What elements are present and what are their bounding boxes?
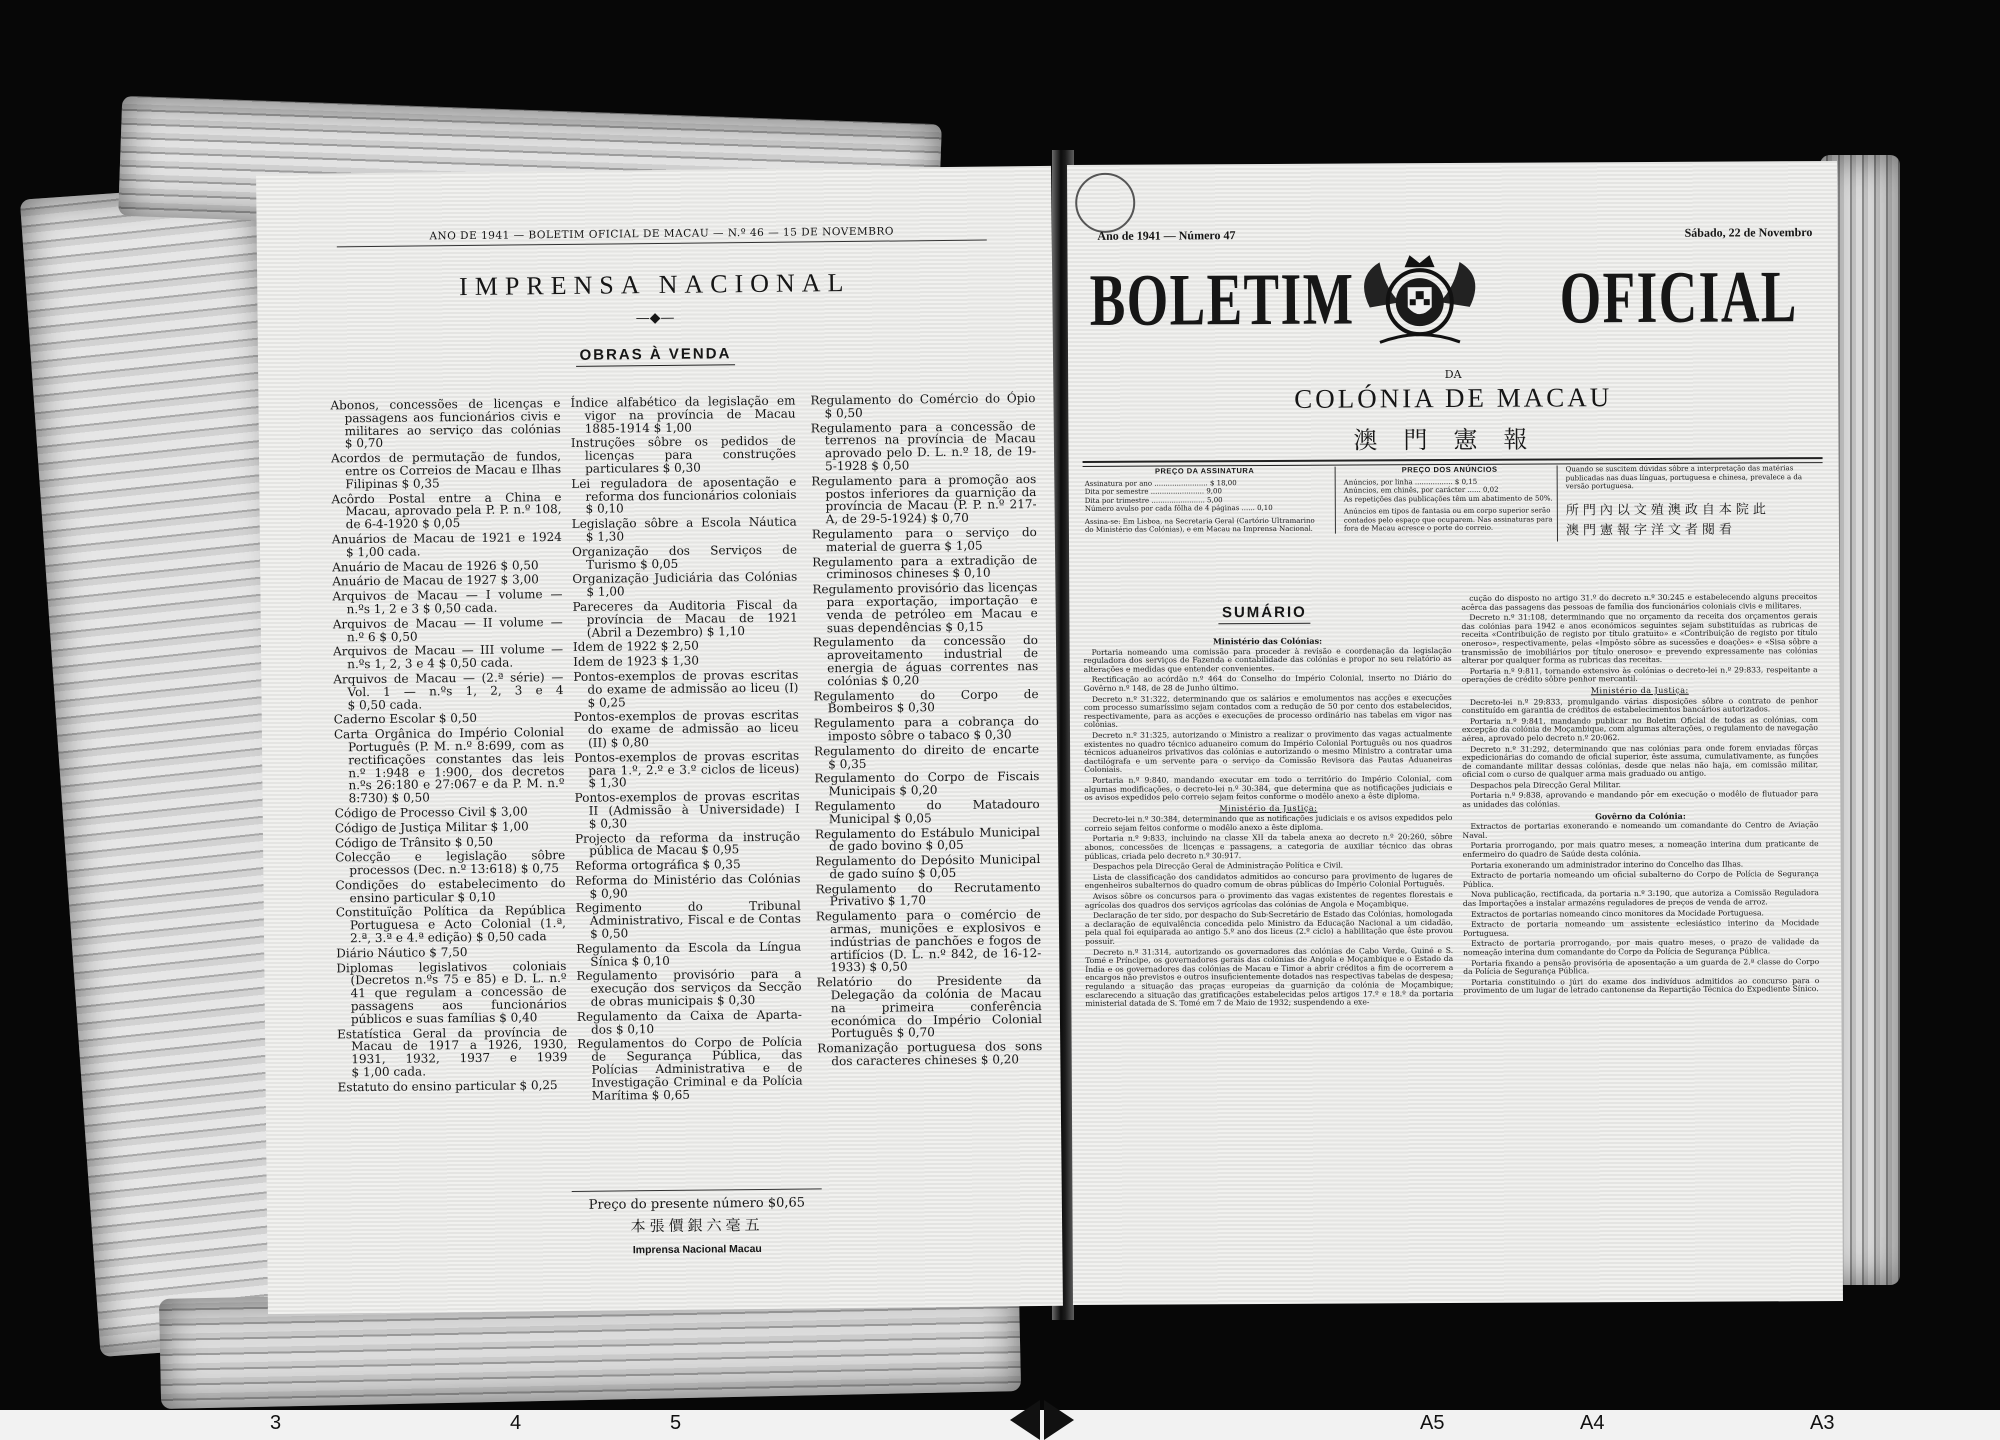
summary-item: Portaria n.º 9:840, mandando executar em todo o território do Império Colonial, com algumas modificações, o decreto-lei n.º 30:384, que determina que as notificações judiciais e os avisos expedidos pelo correio sejam feitos conforme o modêlo anexo a êste diploma. xyxy=(1084,773,1453,803)
obra-title: Regulamento para a promoção aos postos inferiores da guarnição da província de Macau (P. P. n.º 217-A, de 29-5-1924) xyxy=(811,471,1037,527)
obra-title: Abonos, concessões de licenças e passagens aos funcionários civis e militares ao serviço das colónias xyxy=(330,396,561,438)
obra-entry xyxy=(576,968,801,1009)
obra-title: Regulamento para a concessão de terrenos na província de Macau aprovado pelo D. L. n.º 18, de 19-5-1928 xyxy=(810,418,1037,474)
obra-price: $ 1,30 xyxy=(588,775,627,791)
obra-entry xyxy=(335,849,565,877)
obra-entry xyxy=(332,559,562,574)
obra-entry xyxy=(332,588,562,616)
obra-entry xyxy=(813,634,1039,688)
obra-entry xyxy=(575,830,800,858)
obra-title: Código de Trânsito xyxy=(334,834,452,850)
obra-price: $ 0,35 xyxy=(401,476,440,491)
obra-title: Anuário de Macau de 1927 xyxy=(332,573,497,589)
left-page xyxy=(256,166,1063,1314)
right-page xyxy=(1067,161,1843,1305)
obras-a-venda-heading: OBRAS À VENDA xyxy=(258,342,1053,367)
obra-price: $ 7,50 xyxy=(429,944,468,960)
summary-item: Portaria n.º 9:841, mandando publicar no Boletim Oficial de todas as colónias, com excepção da colónia de Moçambique, com algumas alterações, o regulamento de navegação aérea, aprovado pelo decreto n.º 20:062. xyxy=(1461,714,1819,743)
obra-price: $ 0,35 xyxy=(702,857,741,872)
summary-section-heading: Ministério da Justiça: xyxy=(1219,803,1318,813)
obra-price: $ 3,00 xyxy=(489,804,528,819)
summary-item: Portaria nomeando uma comissão para proceder à revisão e coordenação da legislação reguladora dos serviços de Fazenda e contabilidade das colónias e propor no seu relatório as alterações e medidas que entender convenientes. xyxy=(1083,645,1452,674)
obra-entry xyxy=(575,790,800,831)
summary-section-heading: Govêrno da Colónia: xyxy=(1595,810,1686,821)
summary-item: Portaria constituindo o júri do exame dos indivíduos admitidos ao concurso para o provimento de um lugar de letrado cantonense da Repartição Técnica do Expediente Sínico. xyxy=(1463,975,1820,996)
obra-entry xyxy=(572,571,797,599)
obra-entry xyxy=(815,853,1040,881)
obra-entry xyxy=(812,581,1038,635)
strip-mark: A3 xyxy=(1810,1412,1835,1434)
obra-price: $ 0,25 xyxy=(587,694,626,710)
obra-title: Organização Judiciária das Colónias xyxy=(572,569,798,587)
obra-title: Regulamento para a cobrança do imposto sôbre o tabaco xyxy=(813,714,1039,744)
language-notice-chinese xyxy=(1566,500,1816,541)
summary-item: Decreto n.º 31:108, determinando que no orçamento da receita dos orçamentos gerais das colónias para 1942 e anos económicos seguintes sejam substituídas as rubricas de receita «Contribuição de registo por título gratuito» e «Contribuição de registo por título oneroso», respectivamente, pelas «Impôsto sôbre as sucessões e doações» e «Sisa sôbre a transmissão de imobiliários por título oneroso» e prevendo expressamente nas colónias alterar por qualquer forma as rubricas das receitas. xyxy=(1461,611,1818,666)
summary-item: Portaria n.º 9:838, aprovando e mandando pôr em execução o modêlo de flutuador para as unidades das colónias. xyxy=(1462,789,1819,810)
obra-title: Acordos de permutação de fundos, entre os Correios de Macau e Ilhas Filipinas xyxy=(330,449,562,492)
summary-item: Nova publicação, rectificada, da portaria n.º 3:190, que autoriza a Comissão Reguladora das Importações a instalar armazéns reguladores de preços de venda de arroz. xyxy=(1462,888,1819,908)
obra-price: $ 0,50 xyxy=(379,629,418,644)
obra-price: $ 0,50 cada. xyxy=(347,697,423,712)
obra-title: Reforma ortográfica xyxy=(575,857,699,873)
obra-price: $ 0,05 xyxy=(639,556,679,571)
obra-entry xyxy=(815,798,1040,826)
obra-price: $ 1,70 xyxy=(887,893,927,909)
obra-title: Pontos-exemplos de provas escritas do exame de admissão ao liceu (II) xyxy=(573,707,799,750)
obra-entry xyxy=(336,945,566,960)
obra-entry xyxy=(813,688,1038,716)
obra-price: $ 0,50 xyxy=(824,405,863,421)
obra-entry xyxy=(335,820,565,835)
obra-price: $ 0,25 xyxy=(519,1077,558,1093)
colonia-de-macau-title: COLÓNIA DE MACAU xyxy=(1294,382,1613,414)
obra-entry xyxy=(333,671,563,712)
issue-price-chinese: 本張價銀六毫五 xyxy=(630,1215,764,1236)
arrow-left-icon xyxy=(1010,1400,1040,1440)
obra-price: $ 0,30 xyxy=(973,727,1012,742)
obra-title: Código de Processo Civil xyxy=(334,804,486,821)
obras-column-3 xyxy=(810,392,1042,1070)
obra-price: $ 0,50 xyxy=(500,557,539,573)
strip-mark: 4 xyxy=(510,1412,522,1434)
obra-title: Projecto da reforma da instrução pública de Macau xyxy=(574,829,801,859)
summary-item: Decreto-lei n.º 30:384, determinando que as notificações judiciais e os avisos expedidos pelo correio sejam feitos conforme o modêlo anexo a êste diploma. xyxy=(1084,813,1453,833)
summary-item: cução do disposto no artigo 31.º do decreto n.º 30:245 e estabelecendo alguns preceitos acêrca das passagens das pessoas de família dos funcionários coloniais civis e militares. xyxy=(1461,592,1818,612)
summary-item: Despachos pela Direcção Geral de Administração Política e Civil. xyxy=(1092,860,1344,872)
sumario-column-1 xyxy=(1083,633,1453,1011)
obra-title: Legislação sôbre a Escola Náutica xyxy=(571,514,797,532)
summary-item: Extracto de portaria nomeando um assistente eclesiástico interino da Mocidade Portuguesa. xyxy=(1463,918,1820,938)
obra-title: Arquivos de Macau — II volume — n.º 6 xyxy=(332,614,563,644)
subscription-prices-box xyxy=(1085,467,1325,535)
obra-entry xyxy=(337,1026,568,1080)
obra-price: $ 0,40 xyxy=(499,1010,538,1025)
obra-title: Constituïção Política da República Portuguesa e Acto Colonial (1.ª, 2.ª, 3.ª e 4.ª edição) xyxy=(335,903,566,946)
obra-title: Estatística Geral da província de Macau de 1917 a 1926, 1930, 1931, 1932, 1937 e 1939 xyxy=(336,1024,568,1067)
obra-entry xyxy=(334,711,564,726)
obra-price: $ 0,50 xyxy=(454,834,494,849)
obra-title: Regimento do Tribunal Administrativo, Fiscal e de Contas xyxy=(575,899,801,929)
obra-price: $ 1,05 xyxy=(944,538,983,553)
obra-price: $ 0,50 xyxy=(391,790,430,805)
summary-item: Avisos sôbre os concursos para o provimento das vagas existentes de regentes florestais e agrícolas dos quadros dos serviços agrícolas das colónias de Angola e Moçambique. xyxy=(1084,890,1453,910)
obra-title: Organização dos Serviços de Turismo xyxy=(571,542,798,572)
obra-title: Estatuto do ensino particular xyxy=(337,1078,516,1095)
info-line: Dita por semestre ........................ 9,00 xyxy=(1084,487,1222,496)
obra-title: Romanização portuguesa dos sons dos caracteres chineses xyxy=(817,1039,1043,1069)
info-line: Assinatura por ano ........................ $ 18,00 xyxy=(1084,478,1237,488)
summary-section-heading: Ministério das Colónias: xyxy=(1212,635,1323,647)
summary-item: Portaria prorrogando, por mais quatro meses, a nomeação interina dum praticante de enfermeiro do quadro de Saúde desta colónia. xyxy=(1462,839,1819,859)
sumario-column-2 xyxy=(1461,593,1819,998)
advert-prices-title: PREÇO DOS ANÚNCIOS xyxy=(1401,464,1498,475)
obra-price: $ 0,10 xyxy=(952,565,991,581)
subscription-price-lines xyxy=(1085,478,1325,513)
obra-title: Código de Justiça Militar xyxy=(334,819,487,836)
obras-column-1 xyxy=(330,397,567,1096)
obra-title: Regulamento do Matadouro Municipal xyxy=(814,796,1040,826)
obra-entry xyxy=(331,491,561,532)
obra-title: Regulamento para o comércio de armas, munições e explosivos e indústrias de panchões e fogos de artifícios (D. L. n.º 842, de 16-12-1933) xyxy=(815,907,1042,975)
masthead-boletim: BOLETIM xyxy=(1089,258,1355,342)
obra-entry xyxy=(812,526,1037,554)
obra-price: $ 1,00 cada. xyxy=(351,1064,427,1080)
film-strip-footer xyxy=(0,1410,2000,1440)
obra-price: $ 0,70 xyxy=(930,510,969,526)
obra-entry xyxy=(811,420,1037,474)
obra-title: Arquivos de Macau — (2.ª série) — Vol. 1 — n.ºs 1, 2, 3 e 4 xyxy=(333,669,564,699)
summary-item: Extracto de portaria prorrogando, por mais quatro meses, o prazo de validade da nomeação interina dum comandante do Corpo da Polícia de Segurança Pública. xyxy=(1463,937,1820,957)
obra-entry xyxy=(814,770,1039,798)
subscription-note: Assina-se: Em Lisboa, na Secretaria Geral (Cartório Ultramarino do Ministério das Colónias), e em Macau na Imprensa Nacional. xyxy=(1084,516,1315,534)
obra-title: Regulamento para a extradição de criminosos chineses xyxy=(812,552,1038,582)
info-line: Dita por trimestre ........................ 5,00 xyxy=(1084,495,1223,505)
obra-title: Anuários de Macau de 1921 e 1924 xyxy=(331,529,562,547)
obra-title: Arquivos de Macau — III volume — n.ºs 1, 2, 3 e 4 xyxy=(332,642,564,672)
obra-price: $ 0,35 xyxy=(828,756,867,771)
summary-item: Extractos de portarias exonerando e nomeando um comandante do Centro de Aviação Naval. xyxy=(1462,820,1819,840)
obra-entry xyxy=(816,974,1042,1040)
obra-price: $ 0,70 xyxy=(344,436,384,451)
obra-price: $ 0,30 xyxy=(896,700,935,715)
obra-entry xyxy=(576,940,801,968)
obra-title: Lei reguladora de aposentação e reforma dos funcionários coloniais xyxy=(571,474,797,504)
obra-price: $ 0,50 cada. xyxy=(438,655,514,671)
obra-price: $ 0,05 xyxy=(918,865,957,881)
obra-price: $ 1,00 xyxy=(586,584,625,599)
obra-entry xyxy=(816,881,1041,909)
advert-prices-box xyxy=(1335,465,1556,533)
obra-title: Diário Náutico xyxy=(336,945,426,961)
obra-price: $ 0,30 xyxy=(716,993,756,1008)
obra-price: $ 0,50 xyxy=(871,458,910,473)
obra-title: Pontos-exemplos de provas escritas para 1.º, 2.º e 3.º ciclos de liceus) xyxy=(574,748,800,778)
obra-entry xyxy=(817,1040,1042,1068)
obra-entry xyxy=(573,639,798,654)
obra-price: $ 1,30 xyxy=(585,529,625,544)
strip-mark: 5 xyxy=(670,1412,682,1434)
summary-item: Decreto n.º 31:322, determinando que os salários e emolumentos nas acções e execuções com processo sumaríssimo sejam contados com a redução de 50 por cento dos estabelecidos, respectivamente, para as acções e execuções de processo ordinário nas tabelas em vigor nas colónias. xyxy=(1083,692,1452,730)
obra-price: $ 1,00 xyxy=(653,420,692,435)
obra-entry xyxy=(333,643,563,671)
obra-price: $ 1,30 xyxy=(660,653,700,669)
summary-item: Rectificação ao acórdão n.º 464 do Conselho do Império Colonial, inserto no Diário do Govêrno n.º 148, de 28 de Junho último. xyxy=(1083,673,1452,693)
issue-price-box xyxy=(572,1188,823,1257)
issue-year-number: Ano de 1941 — Número 47 xyxy=(1097,228,1236,243)
obra-title: Regulamento do direito de encarte xyxy=(814,741,1040,759)
obra-title: Relatório do Presidente da Delegação da colónia de Macau na primeira conferência económica do Império Colonial Português xyxy=(816,973,1043,1041)
obra-title: Regulamentos do Corpo de Polícia de Segurança Pública, das Polícias Administrativa e de Investigação Criminal e da Polícia Marítima xyxy=(577,1034,803,1103)
obra-entry xyxy=(335,834,565,849)
obra-entry xyxy=(570,395,795,436)
obra-entry xyxy=(577,1036,803,1102)
obra-title: Idem de 1923 xyxy=(573,654,658,670)
obra-title: Regulamento do Corpo de Bombeiros xyxy=(813,686,1039,716)
obra-price: $ 0,20 xyxy=(881,673,920,688)
right-page-header xyxy=(1097,225,1813,243)
ornament-divider: —◆— xyxy=(635,309,675,327)
obra-entry xyxy=(574,709,799,750)
obra-title: Diplomas legislativos coloniais (Decretos n.ºs 75 e 85) e D. L. n.º 41 que regulam a concessão de passagens aos funcionários públicos e suas famílias xyxy=(336,958,567,1027)
masthead-oficial: OFICIAL xyxy=(1559,256,1798,340)
obra-entry xyxy=(816,908,1042,974)
obra-title: Regulamento do Recrutamento Privativo xyxy=(815,879,1041,909)
obra-title: Regulamento do Corpo de Fiscais Municipais xyxy=(814,769,1040,799)
obra-entry xyxy=(810,392,1035,420)
obra-entry xyxy=(335,877,565,905)
arrow-right-icon xyxy=(1044,1400,1074,1440)
obra-price: $ 0,30 xyxy=(588,816,628,831)
obra-title: Caderno Escolar xyxy=(333,711,436,727)
obra-title: Idem de 1922 xyxy=(572,639,657,655)
obra-price: $ 1,00 cada. xyxy=(345,544,421,560)
obra-entry xyxy=(334,726,565,805)
obra-entry xyxy=(814,715,1039,743)
masthead xyxy=(1090,257,1820,341)
obra-entry xyxy=(575,858,800,873)
obra-entry xyxy=(571,475,796,516)
obra-price: $ 0,15 xyxy=(945,619,984,634)
summary-item: Decreto n.º 31:314, autorizando os governadores das colónias de Cabo Verde, Guiné e S. Tomé e Príncipe, os governadores gerais das colónias de Angola e Moçambique e o Estado da Índia e os governadores das colónias de Macau e Timor a abrir créditos a fim de ocorrerem a encargos não previstos e outros insuficientemente dotados nas respectivas tabelas de despesa; regulando a situação das praças europeias da guarnição da colónia de Moçambique; esclarecendo a situação das gratificações estabelecidas pelos artigos 17.º e 18.º da portaria ministerial datada de S. Tomé em 7 de Maio de 1932; suspendendo a exe- xyxy=(1085,945,1454,1009)
obra-title: Pontos-exemplos de provas escritas II (Admissão à Universidade) I xyxy=(574,788,800,818)
obra-entry xyxy=(576,900,801,941)
obra-entry xyxy=(332,531,562,559)
subscription-prices-title: PREÇO DA ASSINATURA xyxy=(1154,466,1255,476)
obra-title: Regulamento da Caixa de Aparta-dos xyxy=(576,1007,802,1037)
advert-note: Anúncios em tipos de fantasia ou em corpo superior serão contados pelo espaço que ocuparem. Nas assinaturas para fora de Macau acresce o porte do correio. xyxy=(1343,506,1553,533)
obra-price: $ 1,00 xyxy=(490,819,529,834)
obra-price: $ 3,00 xyxy=(500,572,539,588)
obra-title: Regulamento do Depósito Municipal de gado suíno xyxy=(815,852,1041,882)
obra-price: $ 0,90 xyxy=(589,886,628,901)
obra-price: $ 0,05 xyxy=(421,516,461,531)
obra-price: $ 0,05 xyxy=(893,810,932,826)
obra-price: $ 2,50 xyxy=(660,638,699,654)
summary-item: Portaria exonerando um administrador interino do Concelho das Ilhas. xyxy=(1470,859,1744,870)
obra-entry xyxy=(571,435,796,476)
info-line: Anúncios, em chinês, por carácter ...... 0,02 xyxy=(1343,485,1499,495)
imprensa-nacional-title: IMPRENSA NACIONAL xyxy=(458,267,851,302)
summary-item: Decreto n.º 31:292, determinando que nas colónias para onde forem enviadas fôrças expedicionárias do comando de oficial superior, êste assuma, cumulativamente, as funções de comandante militar dessas colónias, desde que nelas não haja, em comissão militar, oficial com o curso de qualquer arma mais graduado ou antigo. xyxy=(1462,742,1819,780)
obra-title: Instruções sôbre os pedidos de licenças para construções particulares xyxy=(570,433,797,476)
obra-price: $ 0,80 xyxy=(610,735,649,750)
obra-title: Condições do estabelecimento do ensino particular xyxy=(335,875,566,905)
obra-price: $ 0,10 xyxy=(615,1021,655,1037)
obra-entry xyxy=(336,960,567,1026)
info-line: 澳門憲報字洋文者閱看 xyxy=(1565,522,1736,538)
obra-title: Pontos-exemplos de provas escritas do exame de admissão ao liceu (I) xyxy=(573,667,799,697)
summary-item: Decreto n.º 31:325, autorizando o Ministro a realizar o provimento das vagas actualmente existentes no quadro técnico aduaneiro comum do Império Colonial Português ou nos quadros técnicos aduaneiros privativos das colónias e autorizando o mesmo Ministro a contratar uma dactilógrafa e um servente para o serviço da Comissão Revisora das Pautas Aduaneiras Coloniais. xyxy=(1084,728,1453,775)
summary-item: Extractos de portarias nomeando cinco monitores da Mocidade Portuguesa. xyxy=(1470,907,1764,919)
left-page-running-header: ANO DE 1941 — BOLETIM OFICIAL DE MACAU — N.º 46 — 15 DE NOVEMBRO xyxy=(337,225,987,248)
obra-title: Índice alfabético da legislação em vigor na província de Macau 1885-1914 xyxy=(570,393,796,436)
obra-title: Colecção e legislação sôbre processos (Dec. n.º 13:618) xyxy=(335,848,566,878)
masthead-da: DA xyxy=(1444,367,1462,382)
obra-entry xyxy=(331,450,561,491)
obra-entry xyxy=(573,668,798,709)
obra-entry xyxy=(572,543,797,571)
summary-item: Despachos pela Direcção Geral Militar. xyxy=(1470,780,1621,790)
obra-entry xyxy=(812,554,1037,582)
obra-entry xyxy=(815,826,1040,854)
obra-entry xyxy=(814,743,1039,771)
strip-mark: A4 xyxy=(1580,1412,1605,1434)
obra-entry xyxy=(572,516,797,544)
obra-title: Reforma do Ministério das Colónias xyxy=(575,871,801,888)
obra-title: Regulamento do Estábulo Municipal de gado bovino xyxy=(814,824,1041,854)
info-line: Número avulso por cada fôlha de 4 páginas ...... 0,10 xyxy=(1084,503,1273,513)
obra-title: Regulamento da Escola da Língua Sínica xyxy=(576,939,802,969)
obra-entry xyxy=(332,573,562,588)
obra-price: $ 0,50 xyxy=(438,711,478,726)
obras-column-2 xyxy=(570,395,802,1105)
strip-mark: A5 xyxy=(1420,1412,1445,1434)
summary-item: Decreto-lei n.º 29:833, promulgando várias disposições sôbre o contrato de penhor constituído em garantia de créditos de estabelecimentos bancários autorizados. xyxy=(1461,695,1818,716)
obra-title: Regulamento provisório das licenças para exportação, importação e venda de petróleo em Macau e suas dependências xyxy=(812,580,1038,635)
library-stamp xyxy=(1075,173,1135,233)
info-line: Anúncios, por linha ................. $ 0,15 xyxy=(1343,477,1478,487)
advert-price-lines xyxy=(1344,477,1556,504)
obra-title: Pareceres da Auditoria Fiscal da província de Macau de 1921 (Abril a Dezembro) xyxy=(572,597,798,640)
info-line: 所門內以文殖澳政自本院此 xyxy=(1565,501,1770,518)
info-line: As repetições das publicações têm um abatimento de 50%. xyxy=(1343,493,1553,504)
obra-entry xyxy=(336,904,566,945)
obra-entry xyxy=(333,616,563,644)
obra-price: $ 0,50 cada. xyxy=(422,600,498,616)
obra-title: Acôrdo Postal entre a China e Macau, aprovado pela P. P. n.º 108, de 6-4-1920 xyxy=(331,489,562,532)
obra-price: $ 0,10 xyxy=(585,501,624,517)
obra-title: Carta Orgânica do Império Colonial Português (P. M. n.º 8:699, com as rectificações constantes das leis n.º 1:948 e 1:900, dos decretos n.ºs 26:180 e 27:067 e da P. M. n.º 8:730) xyxy=(333,725,565,806)
summary-item: Portaria n.º 9:811, tornando extensivo às colónias o decreto-lei n.º 29:833, respeitante a operações de crédito sôbre penhor mercantil. xyxy=(1461,664,1818,685)
obra-price: $ 0,50 xyxy=(589,926,629,941)
obra-title: Arquivos de Macau — I volume — n.ºs 1, 2 e 3 xyxy=(332,587,563,617)
language-notice-box xyxy=(1557,464,1816,541)
issue-date: Sábado, 22 de Novembro xyxy=(1684,225,1813,240)
issue-price-text: Preço do presente número $0,65 xyxy=(588,1195,806,1213)
obra-title: Anuário de Macau de 1926 xyxy=(332,558,497,574)
obra-price: $ 0,10 xyxy=(457,889,496,904)
obra-price: $ 0,20 xyxy=(899,783,938,798)
summary-item: Extracto de portaria nomeando um oficial subalterno do Corpo de Polícia de Segurança Pública. xyxy=(1462,869,1819,889)
obra-price: $ 0,50 xyxy=(869,959,908,975)
obra-entry xyxy=(574,749,799,790)
obra-entry xyxy=(577,1008,802,1036)
obra-price: $ 0,50 cada xyxy=(475,929,547,945)
summary-item: Lista de classificação dos candidatos admitidos ao concurso para provimento de lugares de engenheiros subalternos do quadro comum de obras públicas do Império Colonial Português. xyxy=(1084,870,1453,891)
obra-price: $ 1,10 xyxy=(706,623,746,639)
obra-title: Regulamento da concessão do aproveitamento industrial de energia de águas correntes nas colónias xyxy=(812,633,1039,688)
strip-mark: 3 xyxy=(270,1412,282,1434)
obra-price: $ 0,20 xyxy=(980,1052,1020,1067)
obra-entry xyxy=(330,397,561,451)
summary-section-heading: Ministério da Justiça: xyxy=(1590,685,1689,696)
obra-title: Regulamento provisório para a execução dos serviços da Secção de obras municipais xyxy=(576,966,802,1009)
imprensa-footer: Imprensa Nacional Macau xyxy=(632,1242,762,1257)
obra-price: $ 0,05 xyxy=(925,838,964,853)
summary-item: Portaria n.º 9:833, incluindo na classe XII da tabela anexa ao decreto n.º 20:260, sôbre abonos, concessões de licenças e passagens, a categoria de auxiliar técnico das obras públicas, criada pelo decreto n.º 30:917. xyxy=(1084,832,1453,861)
chinese-title: 澳門憲報 xyxy=(1353,425,1554,455)
obra-title: Regulamento para o serviço do material de guerra xyxy=(811,525,1037,555)
summary-item: Declaração de ter sido, por despacho do Sub-Secretário de Estado das Colónias, homologada a declaração de equivalência concedida pelo Ministro da Educação Nacional a um cidadão, pela qual foi equiparada ao antigo 5.º ano dos liceus (2.º ciclo) a habilitação que êste provou possuir. xyxy=(1084,909,1454,946)
obra-price: $ 0,30 xyxy=(662,460,701,475)
obra-price: $ 0,65 xyxy=(651,1087,691,1102)
obra-entry xyxy=(811,473,1037,527)
sumario-heading: SUMÁRIO xyxy=(1169,603,1359,621)
obra-entry xyxy=(338,1079,568,1094)
summary-item: Portaria fixando a pensão provisória de aposentação a um guarda de 2.ª classe do Corpo da Polícia de Segurança Pública. xyxy=(1463,956,1820,977)
obra-title: Regulamento do Comércio do Ópio xyxy=(810,391,1036,408)
obra-entry xyxy=(335,805,565,820)
obra-price: $ 0,10 xyxy=(631,953,670,968)
obra-price: $ 0,70 xyxy=(896,1025,935,1040)
obra-price: $ 0,75 xyxy=(520,861,560,876)
coat-of-arms-icon xyxy=(1349,247,1490,358)
obra-entry xyxy=(573,599,798,640)
obra-price: $ 0,95 xyxy=(701,842,740,857)
language-notice-text: Quando se suscitem dúvidas sôbre a interpretação das matérias publicadas nas duas línguas, portuguesa e chinesa, prevalece a da versão portuguesa. xyxy=(1565,464,1803,491)
obra-entry xyxy=(575,872,800,900)
obra-entry xyxy=(573,654,798,669)
